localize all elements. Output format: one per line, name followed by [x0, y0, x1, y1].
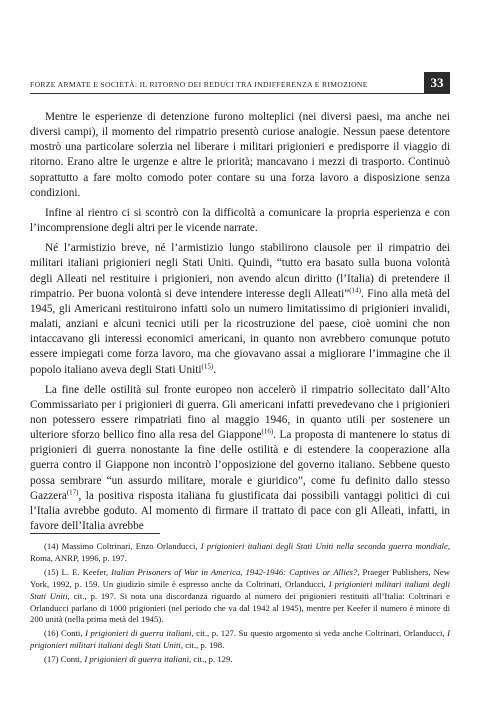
- paragraph-4-text-a: La fine delle ostilità sul fronte europeo non accelerò il rimpatrio sollecitato dall’Alto Commissariato per i prigionieri di guerra. Gli americani infatti prevedevano che i prigionieri non potessero essere rimpatriati fino al maggio 1946, in quanto utili per sostenere un ulteriore sforzo bellico fino alla resa del Giappone: [30, 383, 450, 442]
- footnote-17-text-end: , cit., p. 129.: [189, 654, 233, 665]
- paragraph-3-text-c: .: [213, 363, 217, 376]
- footnote-14-text: (14) Massimo Coltrinari, Enzo Orlanducci,: [44, 541, 201, 551]
- footnote-14-title: I prigionieri italiani degli Stati Uniti nella seconda guerra mondiale: [200, 541, 448, 551]
- footnote-divider: [30, 533, 160, 534]
- footnote-15-text-end: , cit., p. 197. Si nota una discordanza riguardo al numero dei prigionieri restituiti all’Italia: Coltrinari e Orlanducci parlano di 1000 prigionieri (nel periodo che va dal 1942 al 1945), mentre per Keefer il numero è minore di 200 unità (nella prima metà del 1945).: [30, 590, 450, 625]
- footnotes: [30, 541, 450, 668]
- running-head: FORZE ARMATE E SOCIETÀ: IL RITORNO DEI REDUCI TRA INDIFFERENZA E RIMOZIONE: [30, 80, 368, 89]
- footnote-16-text: (16) Conti,: [44, 628, 86, 639]
- footnote-16-title: I prigionieri di guerra italiani: [85, 628, 192, 639]
- footnote-17-title: I prigionieri di guerra italiani: [84, 654, 190, 665]
- footnote-ref-15: (15): [201, 361, 214, 370]
- paragraph-3: [30, 241, 450, 377]
- footnote-ref-17: (17): [66, 488, 79, 496]
- page-header: [30, 72, 450, 94]
- footnote-16-text-mid: , cit., p. 127. Su questo argomento si veda anche Coltrinari, Orlanducci,: [191, 628, 448, 639]
- page-number: 33: [424, 72, 450, 93]
- paragraph-2: Infine al rientro ci si scontrò con la difficoltà a comunicare la propria esperienza e con l’incomprensione degli altri per le vicende narrate.: [30, 206, 450, 235]
- footnote-14: [30, 541, 450, 565]
- paragraph-4-text-c: , la positiva risposta italiana fu giustificata dai possibili vantaggi politici di cui l’Italia avrebbe goduto. Al momento di firmare il trattato di pace con gli Alleati, infatti, in favore dell’Italia avrebbe: [30, 489, 450, 533]
- footnote-15-title-2: I prigionieri militari italiani degli Stati Uniti: [30, 578, 450, 601]
- paragraph-4: [30, 383, 450, 535]
- footnote-15-text-mid: , Praeger Publishers, New York, 1992, p. 159. Un giudizio simile è espresso anche da Coltrinari, Orlanducci,: [30, 566, 450, 589]
- paragraph-3-text-b: . Fino alla metà del 1945, gli Americani restituirono infatti solo un numero limitatissimo di prigionieri invalidi, malati, anziani e alcuni tecnici utili per la ricostruzione del paese, cioè uomini che non intaccavano gli interessi economici americani, in quanto non avrebbero comunque potuto essere impiegati come forza lavoro, ma che giovavano assai a migliorare l’immagine che il popolo italiano aveva degli Stati Uniti: [30, 287, 450, 376]
- footnote-16-title-2: I prigionieri militari italiani degli Stati Uniti: [30, 628, 451, 651]
- body-text: [30, 110, 450, 534]
- paragraph-1: Mentre le esperienze di detenzione furono molteplici (nei diversi paesi, ma anche nei diversi campi), il momento del rimpatrio presentò curiose analogie. Nessun paese detentore mostrò una particolare solerzia nel liberare i militari prigionieri e predisporre il viaggio di ritorno. Erano altre le urgenze e altre le priorità; mancavano i mezzi di trasporto. Continuò soprattutto a fare molto comodo poter contare su una forza lavoro a disposizione senza condizioni.: [30, 111, 450, 199]
- footnote-15-title: Italian Prisoners of War in America, 1942-1946: Captives or Allies?: [111, 566, 358, 577]
- footnote-16-text-end: , cit., p. 198.: [180, 640, 225, 651]
- footnote-16: [30, 628, 450, 652]
- footnote-14-text-end: , Roma, ANRP, 1996, p. 197.: [30, 541, 450, 563]
- footnote-15-text: (15) L. E. Keefer,: [44, 566, 112, 577]
- footnote-ref-16: (16): [261, 427, 274, 436]
- footnote-ref-14: (14): [349, 285, 361, 294]
- paragraph-3-text-a: Né l’armistizio breve, né l’armistizio lungo stabilirono clausole per il rimpatrio dei militari italiani prigionieri negli Stati Uniti. Quindi, “tutto era basato sulla buona volontà degli Alleati nel restituire i prigionieri, non avendo alcun diritto (l’Italia) di pretendere il rimpatrio. Per buona volontà si deve intendere interesse degli Alleati”: [30, 242, 450, 300]
- footnote-17-text: (17) Conti,: [44, 654, 85, 665]
- footnote-15: [30, 567, 450, 627]
- footnote-17: [30, 654, 450, 666]
- paragraph-4-text-b: . La proposta di mantenere lo status di prigionieri di guerra nonostante la fine delle ostilità e di estendere la cooperazione alla guerra contro il Giappone non incontrò l’opposizione del governo italiano. Sebbene questo possa sembrare “un assurdo militare, morale e giuridico”, come fu definito dallo stesso Gazzera: [30, 429, 450, 502]
